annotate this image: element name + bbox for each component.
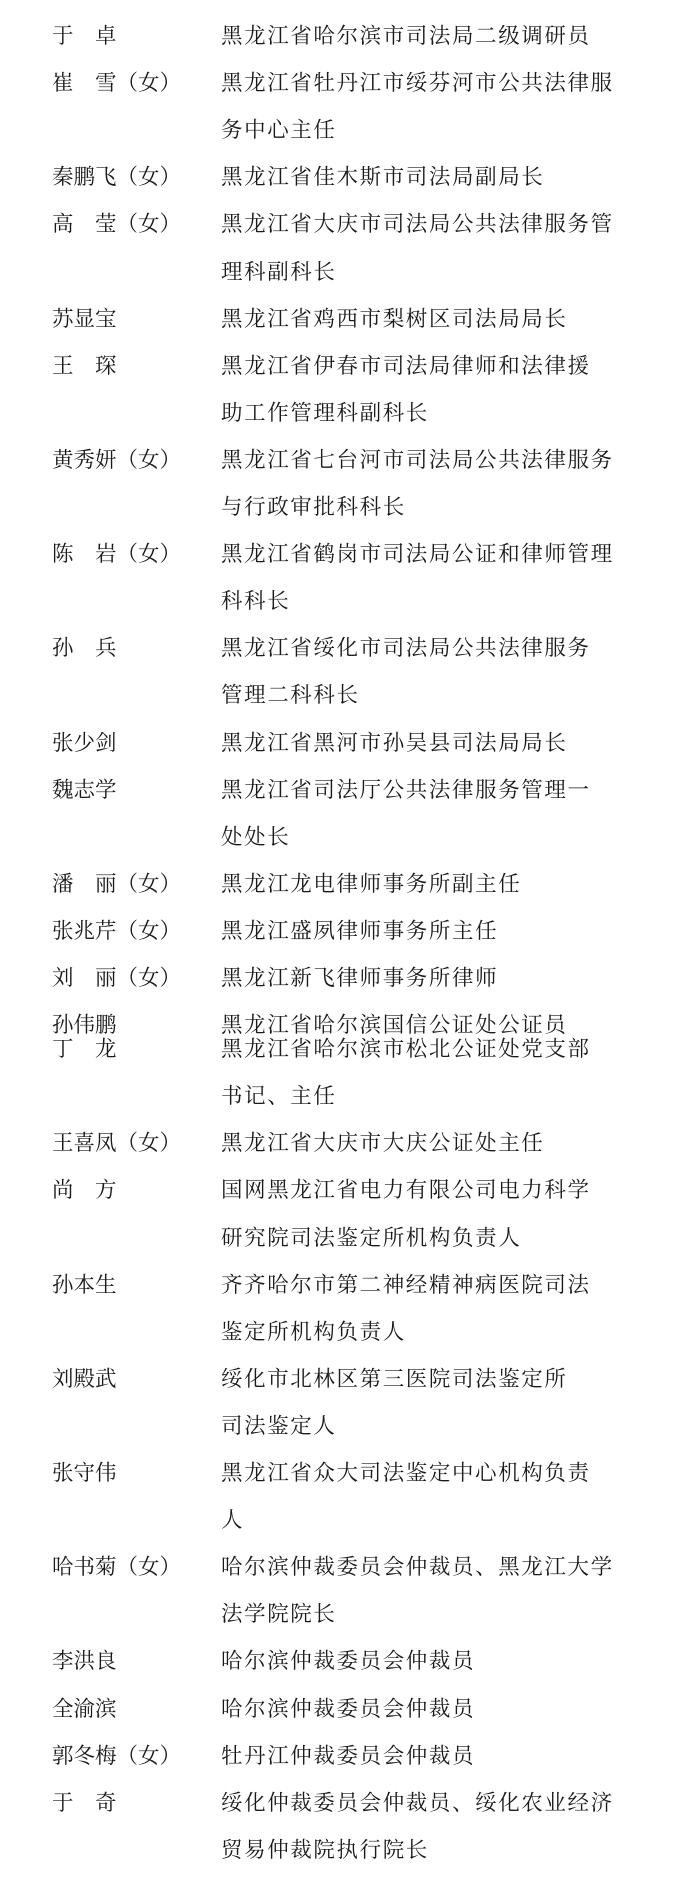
entry-title: 国网黑龙江省电力有限公司电力科学 [221,1178,591,1204]
entry-name: 哈书菊（女） [52,1555,182,1581]
entry-name: 孙 兵 [52,636,117,662]
entry-name: 高 莹（女） [52,212,182,238]
entry-title: 黑龙江省鹤岗市司法局公证和律师管理 [221,542,614,568]
entry-title: 黑龙江省众大司法鉴定中心机构负责 [221,1461,591,1486]
entry-name: 刘 丽（女） [52,966,182,991]
entry-title: 哈尔滨仲裁委员会仲裁员、黑龙江大学 [221,1555,614,1581]
entry-name: 全渝滨 [52,1696,117,1722]
entry-title: 黑龙江省哈尔滨市司法局二级调研员 [221,24,591,49]
entry-name: 黄秀妍（女） [52,447,182,473]
entry-title: 黑龙江省鸡西市梨树区司法局局长 [221,306,568,332]
entry-name: 孙伟鹏 [52,1013,117,1039]
entry-name: 李洪良 [52,1649,117,1675]
entry-title-continued: 理科副科长 [221,259,337,285]
entry-name: 刘殿武 [52,1366,117,1392]
entry-title-continued: 鉴定所机构负责人 [221,1319,406,1345]
entry-name: 秦鹏飞（女） [52,165,182,191]
entry-name: 于 奇 [52,1790,117,1816]
entry-title: 绥化仲裁委员会仲裁员、绥化农业经济 [221,1790,614,1816]
entry-title: 哈尔滨仲裁委员会仲裁员 [221,1696,476,1722]
entry-name: 魏志学 [52,777,117,803]
entry-title: 黑龙江省司法厅公共法律服务管理一 [221,777,591,803]
entry-name: 尚 方 [52,1178,117,1204]
entry-name: 王 琛 [52,353,117,379]
entry-title: 绥化市北林区第三医院司法鉴定所 [221,1366,568,1392]
entry-title-continued: 助工作管理科副科长 [221,400,429,426]
entry-name: 潘 丽（女） [52,871,182,897]
entry-name: 于 卓 [52,24,117,49]
entry-title: 牡丹江仲裁委员会仲裁员 [221,1743,476,1769]
entry-name: 孙本生 [52,1272,117,1298]
entry-title: 黑龙江省哈尔滨国信公证处公证员 [221,1013,568,1039]
entry-title: 黑龙江省绥化市司法局公共法律服务 [221,636,591,662]
entry-title: 黑龙江盛夙律师事务所主任 [221,918,499,944]
entry-name: 郭冬梅（女） [52,1743,182,1769]
entry-name: 丁 龙 [52,1037,117,1063]
entry-title: 黑龙江省伊春市司法局律师和法律援 [221,353,591,379]
entry-title-continued: 与行政审批科科长 [221,495,406,520]
entry-title-continued: 管理二科科长 [221,683,360,709]
entry-name: 王喜凤（女） [52,1131,182,1157]
entry-title: 黑龙江省黑河市孙吴县司法局局长 [221,730,568,756]
entry-title: 齐齐哈尔市第二神经精神病医院司法 [221,1272,591,1298]
entry-title-continued: 法学院院长 [221,1602,337,1628]
entry-name: 张少剑 [52,730,117,756]
entry-name: 崔 雪（女） [52,71,182,97]
entry-title: 黑龙江龙电律师事务所副主任 [221,871,522,897]
entry-title: 黑龙江新飞律师事务所律师 [221,966,499,991]
entry-name: 张守伟 [52,1461,117,1486]
entry-title: 黑龙江省佳木斯市司法局副局长 [221,165,545,191]
entry-name: 陈 岩（女） [52,542,182,568]
entry-title-continued: 贸易仲裁院执行院长 [221,1837,429,1863]
entry-title: 黑龙江省大庆市司法局公共法律服务管 [221,212,614,238]
entry-name: 苏显宝 [52,306,117,332]
entry-title-continued: 人 [221,1508,245,1534]
entry-title-continued: 科科长 [221,589,291,615]
entry-title-continued: 司法鉴定人 [221,1413,337,1439]
entry-name: 张兆芹（女） [52,918,182,944]
entry-title: 哈尔滨仲裁委员会仲裁员 [221,1649,476,1675]
entry-title-continued: 务中心主任 [221,118,337,144]
entry-title: 黑龙江省牡丹江市绥芬河市公共法律服 [221,71,614,97]
entry-title: 黑龙江省哈尔滨市松北公证处党支部 [221,1037,591,1063]
entry-title-continued: 研究院司法鉴定所机构负责人 [221,1225,522,1251]
entry-title-continued: 书记、主任 [221,1084,337,1110]
entry-title-continued: 处处长 [221,824,291,850]
entry-title: 黑龙江省大庆市大庆公证处主任 [221,1131,545,1157]
entry-title: 黑龙江省七台河市司法局公共法律服务 [221,447,614,473]
